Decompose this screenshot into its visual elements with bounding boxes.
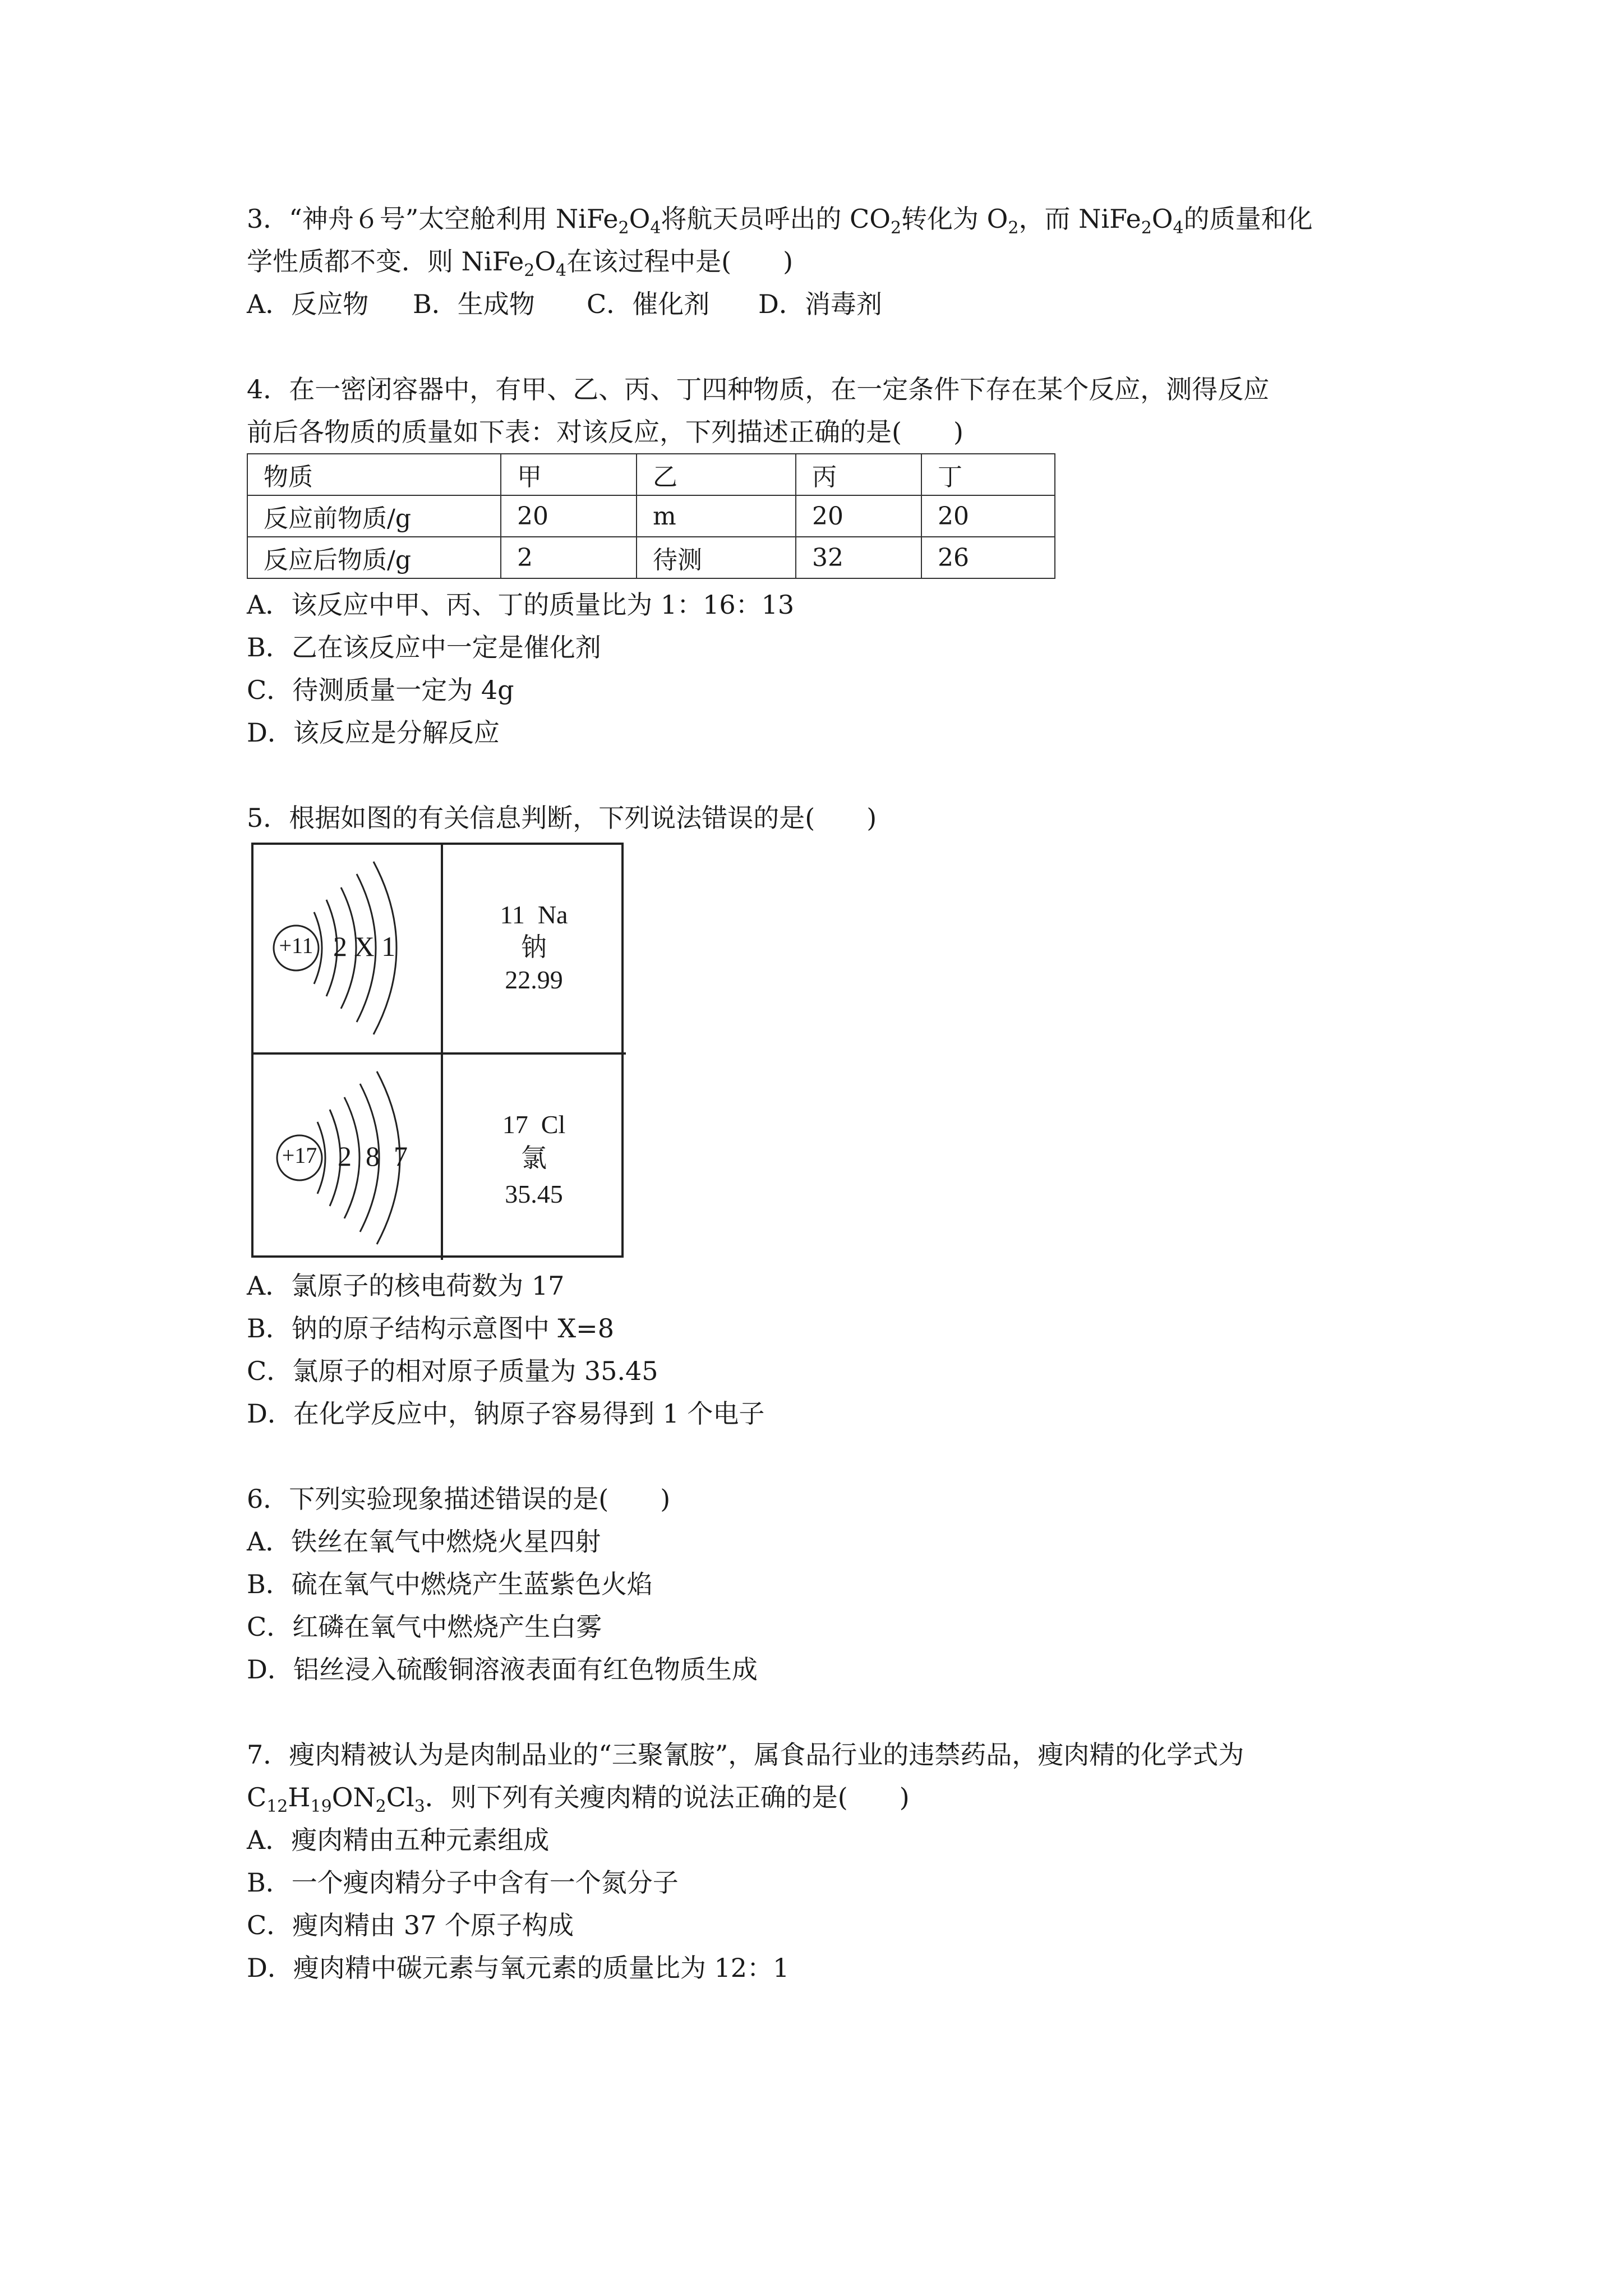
q6-stem: 6．下列实验现象描述错误的是( ): [247, 1484, 671, 1514]
table-cell: 丁: [921, 454, 1055, 495]
cl-nucleus-charge: +17: [282, 1143, 317, 1168]
table-cell: 20: [796, 495, 921, 537]
table-cell: 32: [796, 537, 921, 578]
table-row: [247, 495, 1055, 537]
cl-shell-electrons: 2 8 7: [338, 1140, 408, 1172]
na-atomic-mass: 22.99: [505, 965, 563, 994]
table-cell: 物质: [247, 454, 501, 495]
q3-option-c: C．催化剂: [587, 289, 710, 319]
q7-option-b: B．一个瘦肉精分子中含有一个氮分子: [247, 1867, 679, 1898]
cl-atomic-mass: 35.45: [505, 1180, 563, 1208]
q3-option-d: D．消毒剂: [758, 289, 882, 319]
q4-stem-line1: 4．在一密闭容器中，有甲、乙、丙、丁四种物质，在一定条件下存在某个反应，测得反应: [247, 374, 1270, 404]
q4-stem-line2: 前后各物质的质量如下表：对该反应，下列描述正确的是( ): [247, 417, 963, 447]
q4-option-b: B．乙在该反应中一定是催化剂: [247, 632, 601, 662]
table-cell: 20: [501, 495, 637, 537]
table-cell: 待测: [637, 537, 796, 578]
table-cell: m: [637, 495, 796, 537]
q7-option-a: A．瘦肉精由五种元素组成: [247, 1825, 550, 1855]
table-cell: 乙: [637, 454, 796, 495]
q5-stem: 5．根据如图的有关信息判断，下列说法错误的是( ): [247, 803, 877, 833]
q7-option-d: D．瘦肉精中碳元素与氧元素的质量比为 12：1: [247, 1953, 790, 1983]
table-cell: 反应前物质/g: [247, 495, 501, 537]
q3-option-a: A．反应物: [247, 289, 369, 319]
na-element-name: 钠: [521, 933, 547, 961]
q4-option-d: D．该反应是分解反应: [247, 717, 500, 748]
q3-option-b: B．生成物: [413, 289, 535, 319]
q6-option-a: A．铁丝在氧气中燃烧火星四射: [247, 1526, 601, 1557]
cl-number-symbol: 17 Cl: [502, 1110, 566, 1139]
q5-option-a: A．氯原子的核电荷数为 17: [247, 1271, 565, 1301]
table-cell: 26: [921, 537, 1055, 578]
q7-stem-line2: $C_{12}H_{19}ON_2Cl_3$．则下列有关瘦肉精的说法正确的是( ): [247, 1782, 910, 1816]
table-cell: 丙: [796, 454, 921, 495]
q6-option-c: C．红磷在氧气中燃烧产生白雾: [247, 1612, 602, 1642]
q6-option-d: D．铝丝浸入硫酸铜溶液表面有红色物质生成: [247, 1654, 758, 1685]
mass-table: [247, 453, 1055, 579]
q7-stem-line1: 7．瘦肉精被认为是肉制品业的“三聚氰胺”，属食品行业的违禁药品，瘦肉精的化学式为: [247, 1740, 1244, 1770]
q5-option-c: C．氯原子的相对原子质量为 35.45: [247, 1356, 658, 1386]
na-nucleus-charge: +11: [279, 933, 313, 958]
table-row: [247, 454, 1055, 495]
q4-option-a: A．该反应中甲、丙、丁的质量比为 1：16：13: [247, 590, 795, 620]
q5-option-b: B．钠的原子结构示意图中 X=8: [247, 1313, 614, 1343]
table-cell: 2: [501, 537, 637, 578]
q4-option-c: C．待测质量一定为 4g: [247, 675, 514, 705]
cl-element-name: 氯: [521, 1144, 547, 1172]
q3-stem-line1: 3．“神舟６号”太空舱利用 $NiFe_2O_4$将航天员呼出的 $CO_2$转化为 $O_2$，而 $NiFe_2O_4$的质量和化: [247, 204, 1313, 238]
table-row: [247, 537, 1055, 578]
na-number-symbol: 11 Na: [500, 900, 568, 929]
atom-info-figure: [251, 843, 624, 1258]
table-cell: 反应后物质/g: [247, 537, 501, 578]
q7-option-c: C．瘦肉精由 37 个原子构成: [247, 1910, 574, 1940]
q6-option-b: B．硫在氧气中燃烧产生蓝紫色火焰: [247, 1569, 653, 1599]
table-cell: 20: [921, 495, 1055, 537]
na-shell-electrons: 2 X 1: [333, 931, 396, 962]
q5-option-d: D．在化学反应中，钠原子容易得到 1 个电子: [247, 1398, 765, 1429]
table-cell: 甲: [501, 454, 637, 495]
q3-stem-line2: 学性质都不变．则 $NiFe_2O_4$在该过程中是( ): [247, 246, 794, 280]
q3-options: [247, 287, 882, 321]
